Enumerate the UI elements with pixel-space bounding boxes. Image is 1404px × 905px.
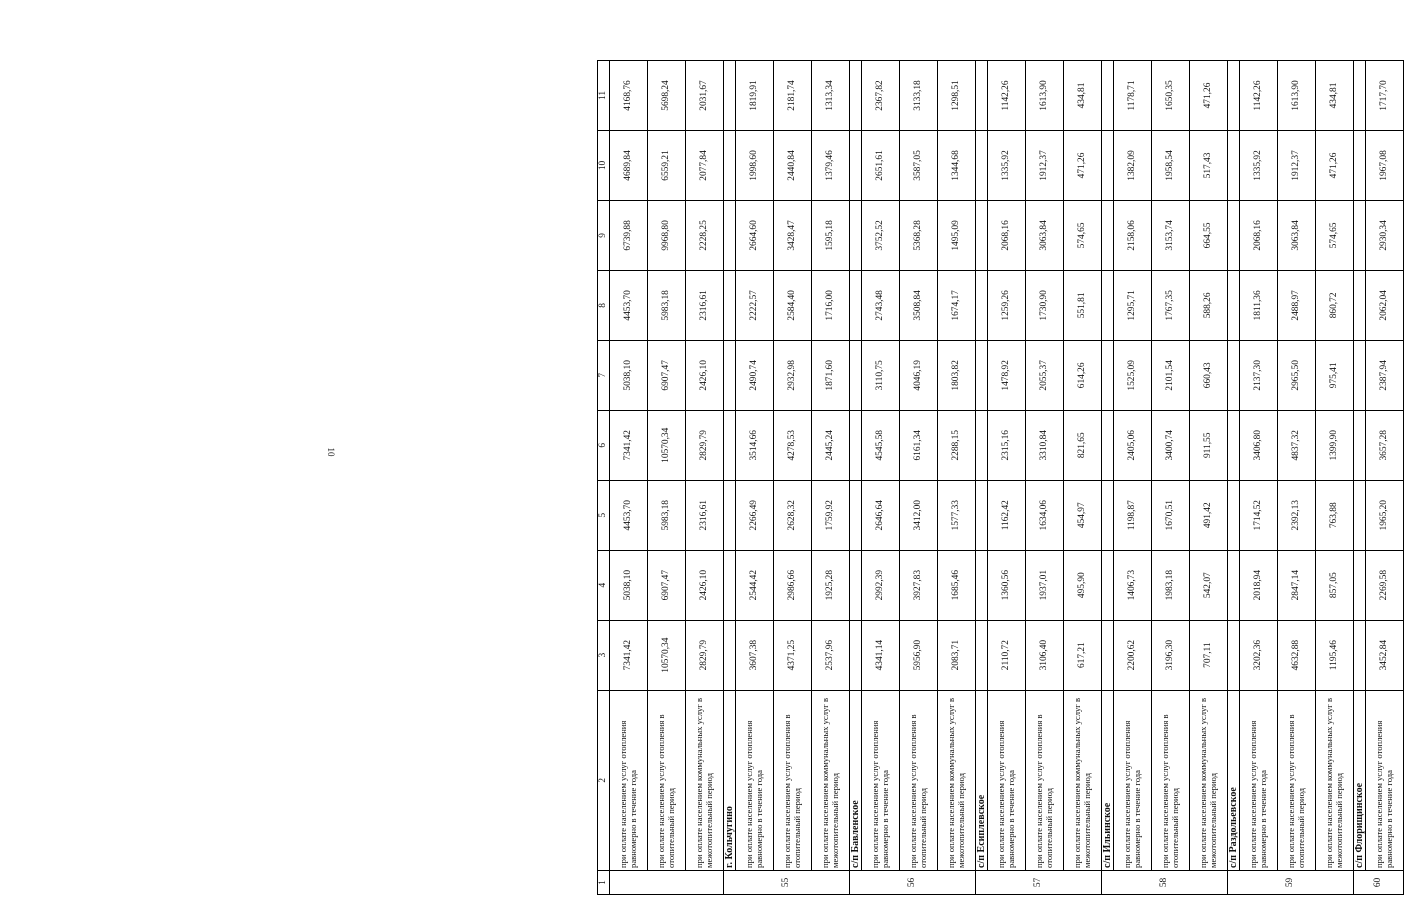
tariff-value: 1178,71: [1114, 61, 1152, 131]
tariff-value: 1162,42: [988, 480, 1026, 550]
tariff-value: 1613,90: [1278, 61, 1316, 131]
column-number: 3: [598, 620, 610, 690]
tariff-value: 1714,52: [1240, 480, 1278, 550]
tariff-value: 1195,46: [1316, 620, 1354, 690]
tariff-value: 2316,61: [686, 480, 724, 550]
tariff-value: 434,81: [1064, 61, 1102, 131]
tariff-value: 2829,79: [686, 620, 724, 690]
section-index: 55: [724, 870, 850, 894]
row-description: при оплате населением услуг отопления в отопительный период: [1152, 690, 1190, 870]
tariff-value: 857,05: [1316, 550, 1354, 620]
tariff-value: 10570,34: [648, 620, 686, 690]
column-number: 10: [598, 130, 610, 200]
empty-cell: [1354, 130, 1366, 200]
tariff-value: 2932,98: [774, 340, 812, 410]
tariff-value: 1382,09: [1114, 130, 1152, 200]
table-row: [1240, 61, 1278, 895]
tariff-value: 2445,24: [812, 410, 850, 480]
empty-cell: [976, 130, 988, 200]
row-description: при оплате населением коммунальных услуг в межотопительный период: [1316, 690, 1354, 870]
column-number: 4: [598, 550, 610, 620]
tariff-value: 2986,66: [774, 550, 812, 620]
empty-cell: [1102, 480, 1114, 550]
tariff-value: 5038,10: [610, 340, 648, 410]
tariff-value: 2101,54: [1152, 340, 1190, 410]
row-description: при оплате населением услуг отопления равномерно в течение года: [610, 690, 648, 870]
empty-cell: [850, 130, 862, 200]
tariff-value: 3202,36: [1240, 620, 1278, 690]
tariff-value: 3607,38: [736, 620, 774, 690]
tariff-value: 471,26: [1316, 130, 1354, 200]
section-index: 57: [976, 870, 1102, 894]
table-row: [988, 61, 1026, 895]
tariff-value: 1335,92: [988, 130, 1026, 200]
empty-cell: [724, 410, 736, 480]
tariff-value: 2829,79: [686, 410, 724, 480]
tariff-value: 4837,32: [1278, 410, 1316, 480]
table-row: [1190, 61, 1228, 895]
column-number: 9: [598, 200, 610, 270]
column-number-row: [598, 61, 610, 895]
empty-cell: [724, 61, 736, 131]
empty-cell: [850, 270, 862, 340]
row-description: при оплате населением услуг отопления в отопительный период: [774, 690, 812, 870]
empty-cell: [1354, 620, 1366, 690]
tariff-value: 2405,06: [1114, 410, 1152, 480]
empty-cell: [850, 61, 862, 131]
tariff-value: 1198,87: [1114, 480, 1152, 550]
empty-cell: [1102, 340, 1114, 410]
column-number: 6: [598, 410, 610, 480]
tariff-value: 3428,47: [774, 200, 812, 270]
tariff-value: 1577,33: [938, 480, 976, 550]
row-description: при оплате населением коммунальных услуг в межотопительный период: [1064, 690, 1102, 870]
tariff-value: 4632,88: [1278, 620, 1316, 690]
empty-cell: [1102, 410, 1114, 480]
tariff-value: 6907,47: [648, 340, 686, 410]
tariff-value: 1595,18: [812, 200, 850, 270]
tariff-value: 3452,84: [1366, 620, 1404, 690]
tariff-value: 3514,66: [736, 410, 774, 480]
empty-cell: [724, 340, 736, 410]
tariff-value: 1142,26: [1240, 61, 1278, 131]
tariff-value: 2055,37: [1026, 340, 1064, 410]
row-description: при оплате населением услуг отопления равномерно в течение года: [862, 690, 900, 870]
tariff-value: 471,26: [1190, 61, 1228, 131]
column-number: 1: [598, 870, 610, 894]
section-header-row: [1102, 61, 1114, 895]
tariff-value: 6907,47: [648, 550, 686, 620]
empty-cell: [976, 340, 988, 410]
row-description: при оплате населением услуг отопления равномерно в течение года: [736, 690, 774, 870]
tariff-value: 1967,08: [1366, 130, 1404, 200]
tariff-value: 495,90: [1064, 550, 1102, 620]
tariff-value: 2584,40: [774, 270, 812, 340]
tariff-value: 5038,10: [610, 550, 648, 620]
tariff-value: 1717,70: [1366, 61, 1404, 131]
table-row: [610, 61, 648, 895]
row-description: при оплате населением коммунальных услуг в межотопительный период: [686, 690, 724, 870]
empty-cell: [1228, 410, 1240, 480]
tariff-value: 6739,88: [610, 200, 648, 270]
tariff-value: 1716,00: [812, 270, 850, 340]
tariff-value: 6559,21: [648, 130, 686, 200]
tariff-value: 2488,97: [1278, 270, 1316, 340]
tariff-value: 3400,74: [1152, 410, 1190, 480]
table-row: [1366, 61, 1404, 895]
tariff-value: 5983,18: [648, 270, 686, 340]
tariff-value: 2387,94: [1366, 340, 1404, 410]
tariff-value: 1259,26: [988, 270, 1026, 340]
tariff-value: 3153,74: [1152, 200, 1190, 270]
column-number: 7: [598, 340, 610, 410]
tariff-value: 1344,68: [938, 130, 976, 200]
empty-cell: [850, 480, 862, 550]
tariff-value: 2158,06: [1114, 200, 1152, 270]
empty-cell: [976, 620, 988, 690]
section-index: 56: [850, 870, 976, 894]
tariff-value: 1525,09: [1114, 340, 1152, 410]
empty-cell: [724, 200, 736, 270]
tariff-value: 4545,58: [862, 410, 900, 480]
column-number: 8: [598, 270, 610, 340]
table-row: [862, 61, 900, 895]
row-description: при оплате населением коммунальных услуг в межотопительный период: [812, 690, 850, 870]
empty-cell: [724, 270, 736, 340]
tariff-value: 707,11: [1190, 620, 1228, 690]
tariff-value: 2068,16: [988, 200, 1026, 270]
tariff-value: 1965,20: [1366, 480, 1404, 550]
tariff-value: 1478,92: [988, 340, 1026, 410]
table-row: [1152, 61, 1190, 895]
tariff-value: 2426,10: [686, 340, 724, 410]
tariff-value: 664,55: [1190, 200, 1228, 270]
tariff-table: [597, 60, 1404, 895]
row-description: при оплате населением услуг отопления равномерно в течение года: [988, 690, 1026, 870]
empty-cell: [1102, 550, 1114, 620]
tariff-value: 2018,94: [1240, 550, 1278, 620]
tariff-value: 1360,56: [988, 550, 1026, 620]
tariff-value: 3412,00: [900, 480, 938, 550]
tariff-value: 471,26: [1064, 130, 1102, 200]
tariff-value: 1803,82: [938, 340, 976, 410]
tariff-value: 2068,16: [1240, 200, 1278, 270]
tariff-value: 2367,82: [862, 61, 900, 131]
tariff-value: 3587,05: [900, 130, 938, 200]
tariff-value: 614,26: [1064, 340, 1102, 410]
tariff-value: 2266,49: [736, 480, 774, 550]
empty-cell: [1102, 61, 1114, 131]
section-header-row: [1354, 61, 1366, 895]
tariff-value: 1912,37: [1026, 130, 1064, 200]
row-description: при оплате населением коммунальных услуг в межотопительный период: [938, 690, 976, 870]
tariff-value: 821,65: [1064, 410, 1102, 480]
rotated-table-container: [597, 60, 1394, 895]
section-header-row: [850, 61, 862, 895]
table-row: [736, 61, 774, 895]
tariff-value: 2490,74: [736, 340, 774, 410]
section-name: с/п Ильинское: [1102, 690, 1114, 870]
tariff-value: 1937,01: [1026, 550, 1064, 620]
empty-cell: [1228, 620, 1240, 690]
tariff-value: 5956,90: [900, 620, 938, 690]
tariff-value: 1767,35: [1152, 270, 1190, 340]
tariff-value: 860,72: [1316, 270, 1354, 340]
tariff-value: 4046,19: [900, 340, 938, 410]
tariff-value: 2392,13: [1278, 480, 1316, 550]
tariff-value: 4453,70: [610, 480, 648, 550]
tariff-value: 5698,24: [648, 61, 686, 131]
section-index: 59: [1228, 870, 1354, 894]
tariff-value: 1983,18: [1152, 550, 1190, 620]
tariff-value: 2992,39: [862, 550, 900, 620]
empty-cell: [1228, 200, 1240, 270]
tariff-value: 2537,96: [812, 620, 850, 690]
row-description: при оплате населением услуг отопления в отопительный период: [900, 690, 938, 870]
empty-cell: [1354, 550, 1366, 620]
tariff-value: 1335,92: [1240, 130, 1278, 200]
empty-cell: [1228, 480, 1240, 550]
tariff-value: 6161,34: [900, 410, 938, 480]
tariff-value: 1295,71: [1114, 270, 1152, 340]
empty-cell: [724, 620, 736, 690]
tariff-value: 1998,60: [736, 130, 774, 200]
table-body: [598, 61, 1404, 895]
table-row: [686, 61, 724, 895]
tariff-value: 1406,73: [1114, 550, 1152, 620]
tariff-value: 1685,46: [938, 550, 976, 620]
table-row: [812, 61, 850, 895]
tariff-value: 4341,14: [862, 620, 900, 690]
tariff-value: 1819,91: [736, 61, 774, 131]
empty-cell: [1228, 340, 1240, 410]
row-description: при оплате населением услуг отопления в отопительный период: [1278, 690, 1316, 870]
empty-cell: [850, 410, 862, 480]
tariff-value: 2426,10: [686, 550, 724, 620]
tariff-value: 975,41: [1316, 340, 1354, 410]
tariff-value: 1912,37: [1278, 130, 1316, 200]
tariff-value: 2110,72: [988, 620, 1026, 690]
tariff-value: 2083,71: [938, 620, 976, 690]
tariff-value: 7341,42: [610, 620, 648, 690]
tariff-value: 542,07: [1190, 550, 1228, 620]
empty-cell: [1354, 200, 1366, 270]
tariff-value: 2200,62: [1114, 620, 1152, 690]
tariff-value: 10570,34: [648, 410, 686, 480]
tariff-value: 7341,42: [610, 410, 648, 480]
tariff-value: 3063,84: [1026, 200, 1064, 270]
tariff-value: 3133,18: [900, 61, 938, 131]
tariff-value: 3657,28: [1366, 410, 1404, 480]
empty-cell: [850, 340, 862, 410]
tariff-value: 2628,32: [774, 480, 812, 550]
tariff-value: 517,43: [1190, 130, 1228, 200]
column-number: 11: [598, 61, 610, 131]
tariff-value: 3927,83: [900, 550, 938, 620]
tariff-value: 617,21: [1064, 620, 1102, 690]
table-row: [648, 61, 686, 895]
tariff-value: 4168,76: [610, 61, 648, 131]
tariff-value: 588,26: [1190, 270, 1228, 340]
tariff-value: 2651,61: [862, 130, 900, 200]
tariff-value: 2031,67: [686, 61, 724, 131]
section-name: с/п Раздольевское: [1228, 690, 1240, 870]
empty-cell: [976, 61, 988, 131]
table-row: [1026, 61, 1064, 895]
tariff-value: 1871,60: [812, 340, 850, 410]
empty-cell: [1354, 340, 1366, 410]
empty-cell: [1102, 270, 1114, 340]
tariff-value: 1142,26: [988, 61, 1026, 131]
empty-cell: [1228, 130, 1240, 200]
tariff-value: 491,42: [1190, 480, 1228, 550]
column-number: 5: [598, 480, 610, 550]
tariff-value: 3406,80: [1240, 410, 1278, 480]
tariff-value: 660,43: [1190, 340, 1228, 410]
row-index-empty: [610, 870, 724, 894]
empty-cell: [1228, 270, 1240, 340]
empty-cell: [1354, 270, 1366, 340]
tariff-value: 4453,70: [610, 270, 648, 340]
tariff-value: 1958,54: [1152, 130, 1190, 200]
tariff-value: 1634,06: [1026, 480, 1064, 550]
tariff-value: 911,55: [1190, 410, 1228, 480]
section-name: с/п Есиплевское: [976, 690, 988, 870]
row-description: при оплате населением услуг отопления в отопительный период: [648, 690, 686, 870]
table-row: [1278, 61, 1316, 895]
empty-cell: [976, 550, 988, 620]
tariff-value: 3106,40: [1026, 620, 1064, 690]
tariff-value: 3752,52: [862, 200, 900, 270]
tariff-value: 2062,04: [1366, 270, 1404, 340]
tariff-value: 1670,51: [1152, 480, 1190, 550]
tariff-value: 2743,48: [862, 270, 900, 340]
tariff-value: 434,81: [1316, 61, 1354, 131]
tariff-value: 2930,34: [1366, 200, 1404, 270]
empty-cell: [724, 130, 736, 200]
empty-cell: [1354, 410, 1366, 480]
empty-cell: [976, 410, 988, 480]
empty-cell: [976, 270, 988, 340]
row-description: при оплате населением коммунальных услуг в межотопительный период: [1190, 690, 1228, 870]
tariff-value: 551,81: [1064, 270, 1102, 340]
section-index: 60: [1354, 870, 1404, 894]
row-description: при оплате населением услуг отопления в отопительный период: [1026, 690, 1064, 870]
row-description: при оплате населением услуг отопления равномерно в течение года: [1114, 690, 1152, 870]
empty-cell: [1228, 550, 1240, 620]
tariff-value: 2269,58: [1366, 550, 1404, 620]
section-index: 58: [1102, 870, 1228, 894]
table-row: [1064, 61, 1102, 895]
tariff-value: 2664,60: [736, 200, 774, 270]
empty-cell: [1102, 130, 1114, 200]
row-description: при оплате населением услуг отопления равномерно в течение года: [1240, 690, 1278, 870]
table-row: [938, 61, 976, 895]
empty-cell: [1102, 200, 1114, 270]
empty-cell: [976, 480, 988, 550]
tariff-value: 2544,42: [736, 550, 774, 620]
tariff-value: 1313,34: [812, 61, 850, 131]
tariff-value: 2646,64: [862, 480, 900, 550]
tariff-value: 1650,35: [1152, 61, 1190, 131]
tariff-value: 3508,84: [900, 270, 938, 340]
tariff-value: 2847,14: [1278, 550, 1316, 620]
tariff-value: 2181,74: [774, 61, 812, 131]
table-row: [774, 61, 812, 895]
tariff-value: 2077,84: [686, 130, 724, 200]
tariff-value: 4278,53: [774, 410, 812, 480]
tariff-value: 3063,84: [1278, 200, 1316, 270]
tariff-value: 2440,84: [774, 130, 812, 200]
table-row: [1316, 61, 1354, 895]
section-header-row: [1228, 61, 1240, 895]
tariff-value: 454,97: [1064, 480, 1102, 550]
tariff-value: 574,65: [1064, 200, 1102, 270]
empty-cell: [850, 200, 862, 270]
empty-cell: [1102, 620, 1114, 690]
tariff-value: 5368,28: [900, 200, 938, 270]
empty-cell: [850, 620, 862, 690]
empty-cell: [850, 550, 862, 620]
empty-cell: [724, 550, 736, 620]
section-name: с/п Флорищинское: [1354, 690, 1366, 870]
empty-cell: [1354, 480, 1366, 550]
tariff-value: 1613,90: [1026, 61, 1064, 131]
tariff-value: 763,88: [1316, 480, 1354, 550]
tariff-value: 3110,75: [862, 340, 900, 410]
tariff-value: 1730,90: [1026, 270, 1064, 340]
empty-cell: [1354, 61, 1366, 131]
tariff-value: 2137,30: [1240, 340, 1278, 410]
tariff-value: 2228,25: [686, 200, 724, 270]
tariff-value: 1674,17: [938, 270, 976, 340]
row-description: при оплате населением услуг отопления равномерно в течение года: [1366, 690, 1404, 870]
tariff-value: 1811,36: [1240, 270, 1278, 340]
table-row: [1114, 61, 1152, 895]
tariff-value: 1298,51: [938, 61, 976, 131]
tariff-value: 3310,84: [1026, 410, 1064, 480]
section-header-row: [976, 61, 988, 895]
tariff-value: 1379,46: [812, 130, 850, 200]
tariff-value: 2288,15: [938, 410, 976, 480]
tariff-value: 2316,61: [686, 270, 724, 340]
tariff-value: 2965,50: [1278, 340, 1316, 410]
tariff-value: 574,65: [1316, 200, 1354, 270]
tariff-value: 2222,57: [736, 270, 774, 340]
tariff-value: 1759,92: [812, 480, 850, 550]
tariff-value: 4371,25: [774, 620, 812, 690]
column-number: 2: [598, 690, 610, 870]
section-name: г. Кольчугино: [724, 690, 736, 870]
page-number: 10: [326, 447, 336, 457]
tariff-value: 1925,28: [812, 550, 850, 620]
tariff-value: 1399,90: [1316, 410, 1354, 480]
tariff-value: 5983,18: [648, 480, 686, 550]
empty-cell: [976, 200, 988, 270]
section-name: с/п Бавленское: [850, 690, 862, 870]
empty-cell: [1228, 61, 1240, 131]
tariff-value: 9968,80: [648, 200, 686, 270]
section-header-row: [724, 61, 736, 895]
table-row: [900, 61, 938, 895]
tariff-value: 4689,84: [610, 130, 648, 200]
tariff-value: 1495,09: [938, 200, 976, 270]
empty-cell: [724, 480, 736, 550]
tariff-value: 3196,30: [1152, 620, 1190, 690]
tariff-value: 2315,16: [988, 410, 1026, 480]
